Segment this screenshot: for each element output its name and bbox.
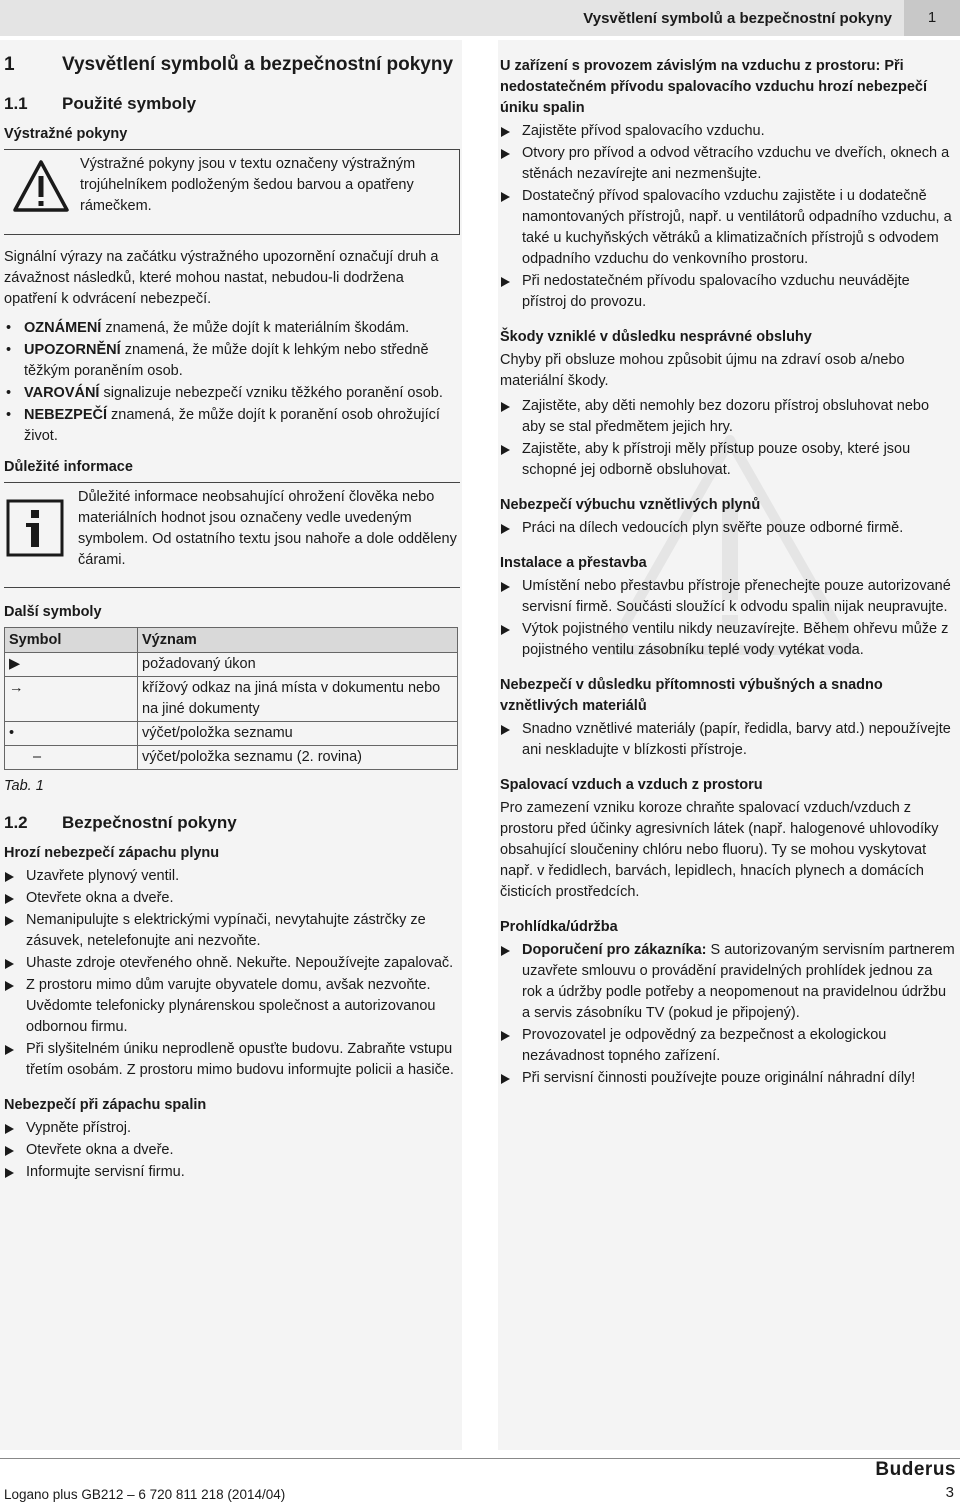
- table-cell-meaning: požadovaný úkon: [138, 653, 458, 677]
- flue-gas-steps: [4, 1118, 460, 1183]
- gas-smell-steps: [4, 866, 460, 1081]
- list-item: Nemanipulujte s elektrickými vypínači, nevytahujte zástrčky ze zásuvek, netelefonujte ani nezvoňte.: [4, 910, 460, 952]
- table-cell-symbol: •: [5, 722, 138, 746]
- table-row: [5, 677, 458, 722]
- list-item: Při servisní činnosti používejte pouze originální náhradní díly!: [500, 1068, 956, 1089]
- warning-notes-heading: Výstražné pokyny: [4, 126, 128, 142]
- signal-words-list: [4, 318, 460, 447]
- footer-divider: [0, 1458, 960, 1459]
- flammable-materials-section: [500, 675, 956, 761]
- list-item: • OZNÁMENÍ znamená, že může dojít k materiálním škodám.: [4, 318, 460, 339]
- info-box-text: Důležité informace neobsahující ohrožení člověka nebo materiálních hodnot jsou označeny vedle uvedeným symbolem. Od ostatního textu jsou nahoře a dole odděleny čárami.: [78, 489, 457, 568]
- list-item: Informujte servisní firmu.: [4, 1162, 460, 1183]
- list-item: Při slyšitelném úniku neprodleně opusťte budovu. Zabraňte vstupu třetím osobám. Z prostoru mimo budovu informujte policii a hasiče.: [4, 1039, 460, 1081]
- installation-section: [500, 553, 956, 661]
- gas-smell-section: [4, 843, 460, 1081]
- list-item: Vypněte přístroj.: [4, 1118, 460, 1139]
- footer-doc-reference: Logano plus GB212 – 6 720 811 218 (2014/04): [4, 1487, 286, 1502]
- list-item: Uhaste zdroje otevřeného ohně. Nekuřte. Nepoužívejte zapalovač.: [4, 953, 460, 974]
- table-row: [5, 653, 458, 677]
- other-symbols-heading: Další symboly: [4, 604, 102, 620]
- misuse-section: [500, 327, 956, 481]
- combustion-air-supply-heading: U zařízení s provozem závislým na vzduchu z prostoru: Při nedostatečném přívodu spalovacího vzduchu hrozí nebezpečí úniku spalin: [500, 58, 928, 116]
- signal-words-text: Signální výrazy na začátku výstražného upozornění označují druh a závažnost následků, které mohou nastat, nebudou-li dodržena opatření k odvrácení nebezpečí.: [4, 249, 439, 307]
- important-info-heading: Důležité informace: [4, 459, 133, 475]
- combustion-air-supply-steps: [500, 121, 956, 313]
- header-chapter-number: 1: [904, 0, 960, 36]
- explosion-heading: Nebezpečí výbuchu vznětlivých plynů: [500, 497, 761, 513]
- flue-gas-heading: Nebezpečí při zápachu spalin: [4, 1097, 207, 1113]
- list-item: Otvory pro přívod a odvod větracího vzduchu ve dveřích, oknech a stěnách nezavírejte ani nezmenšujte.: [500, 143, 956, 185]
- gas-smell-heading: Hrozí nebezpečí zápachu plynu: [4, 845, 220, 861]
- left-column: [4, 52, 460, 1197]
- maintenance-section: [500, 917, 956, 1089]
- table-row: [5, 746, 458, 770]
- installation-steps: [500, 576, 956, 661]
- table-cell-symbol: –: [5, 746, 138, 770]
- list-item: Provozovatel je odpovědný za bezpečnost a ekologickou nezávadnost topného zařízení.: [500, 1025, 956, 1067]
- info-box: [4, 482, 460, 588]
- table-cell-meaning: výčet/položka seznamu: [138, 722, 458, 746]
- list-item: • NEBEZPEČÍ znamená, že může dojít k poranění osob ohrožující život.: [4, 405, 460, 447]
- list-item: Dostatečný přívod spalovacího vzduchu zajistěte i u dodatečně namontovaných přístrojů, např. u ventilátorů odpadního vzduchu, a také u kuchyňských větráků a klimatizačních přístrojů s odvodem odpadního vzduchu do venkovního prostoru.: [500, 186, 956, 270]
- list-item: Otevřete okna a dveře.: [4, 1140, 460, 1161]
- list-item: Zajistěte přívod spalovacího vzduchu.: [500, 121, 956, 142]
- table-cell-meaning: křížový odkaz na jiná místa v dokumentu nebo na jiné dokumenty: [138, 677, 458, 722]
- table-cell-symbol: ▶: [5, 653, 138, 677]
- flue-gas-section: [4, 1095, 460, 1183]
- misuse-text: Chyby při obsluze mohou způsobit újmu na zdraví osob a/nebo materiální škody.: [500, 352, 905, 389]
- list-item: Práci na dílech vedoucích plyn svěřte pouze odborné firmě.: [500, 518, 956, 539]
- combustion-air-supply-section: [500, 56, 956, 313]
- combustion-air-heading: Spalovací vzduch a vzduch z prostoru: [500, 777, 763, 793]
- page-number: 3: [945, 1484, 954, 1501]
- list-item: Umístění nebo přestavbu přístroje přenechejte pouze autorizované servisní firmě. Součásti sloužící k odvodu spalin nijak neupravujte.: [500, 576, 956, 618]
- flammable-materials-steps: [500, 719, 956, 761]
- table-cell-meaning: výčet/položka seznamu (2. rovina): [138, 746, 458, 770]
- list-item: Doporučení pro zákazníka: S autorizovaným servisním partnerem uzavřete smlouvu o provádění pravidelných prohlídek jednou za rok a údržby podle potřeby a neopomenout na pravidelnou údržbu a servis zásobníku TV (pokud je připojený).: [500, 940, 956, 1024]
- right-column: [500, 56, 956, 1103]
- flammable-materials-heading: Nebezpečí v důsledku přítomnosti výbušných a snadno vznětlivých materiálů: [500, 677, 883, 714]
- col-symbol-header: Symbol: [5, 628, 138, 653]
- combustion-air-section: [500, 775, 956, 903]
- page-header: [0, 0, 960, 36]
- section-1-2-heading: 1.2 Bezpečnostní pokyny: [4, 813, 237, 832]
- table-cell-symbol: →: [5, 677, 138, 722]
- list-item: Výtok pojistného ventilu nikdy neuzavírejte. Během ohřevu může z pojistného ventilu zásobníku teplé vody vytékat voda.: [500, 619, 956, 661]
- table-header-row: [5, 628, 458, 653]
- list-item: Snadno vznětlivé materiály (papír, ředidla, barvy atd.) nepoužívejte ani neskladujte v blízkosti přístroje.: [500, 719, 956, 761]
- misuse-steps: [500, 396, 956, 481]
- misuse-heading: Škody vzniklé v důsledku nesprávné obsluhy: [500, 329, 812, 345]
- explosion-section: [500, 495, 956, 539]
- section-1-1-heading: 1.1 Použité symboly: [4, 94, 197, 113]
- list-item: • VAROVÁNÍ signalizuje nebezpečí vzniku těžkého poranění osob.: [4, 383, 460, 404]
- table-row: [5, 722, 458, 746]
- table-caption: Tab. 1: [4, 778, 44, 794]
- list-item: Z prostoru mimo dům varujte obyvatele domu, avšak nezvoňte. Uvědomte telefonicky plynárenskou společnost a autorizovanou odbornou firmu.: [4, 975, 460, 1038]
- explosion-steps: [500, 518, 956, 539]
- list-item: Otevřete okna a dveře.: [4, 888, 460, 909]
- symbols-table: [4, 627, 458, 770]
- list-item: Při nedostatečném přívodu spalovacího vzduchu neuvádějte přístroj do provozu.: [500, 271, 956, 313]
- list-item: Zajistěte, aby k přístroji měly přístup pouze osoby, které jsou schopné jej odborně obsluhovat.: [500, 439, 956, 481]
- warning-box-text: Výstražné pokyny jsou v textu označeny výstražným trojúhelníkem podloženým šedou barvou a opatřeny rámečkem.: [80, 156, 416, 214]
- col-meaning-header: Význam: [138, 628, 458, 653]
- maintenance-heading: Prohlídka/údržba: [500, 919, 618, 935]
- list-item: Zajistěte, aby děti nemohly bez dozoru přístroj obsluhovat nebo aby se stal předmětem jejich hry.: [500, 396, 956, 438]
- list-item: • UPOZORNĚNÍ znamená, že může dojít k lehkým nebo středně těžkým poraněním osob.: [4, 340, 460, 382]
- warning-box: [4, 149, 460, 235]
- header-title: Vysvětlení symbolů a bezpečnostní pokyny: [583, 10, 892, 27]
- combustion-air-text: Pro zamezení vzniku koroze chraňte spalovací vzduch/vzduch z prostoru před účinky agresivních látek (např. halogenové uhlovodíky obsahující sloučeniny chlóru nebo fluoru). Ty se mohou vyskytovat např. v ředidlech, barvách, lepidlech, hnacích plynech a domácích čisticích prostředcích.: [500, 800, 939, 900]
- installation-heading: Instalace a přestavba: [500, 555, 647, 571]
- warning-triangle-icon: [12, 158, 70, 216]
- list-item: Uzavřete plynový ventil.: [4, 866, 460, 887]
- brand-logo: Buderus: [875, 1459, 956, 1480]
- info-icon: [6, 499, 64, 557]
- maintenance-steps: [500, 940, 956, 1089]
- chapter-heading: 1 Vysvětlení symbolů a bezpečnostní pokyny: [4, 54, 454, 75]
